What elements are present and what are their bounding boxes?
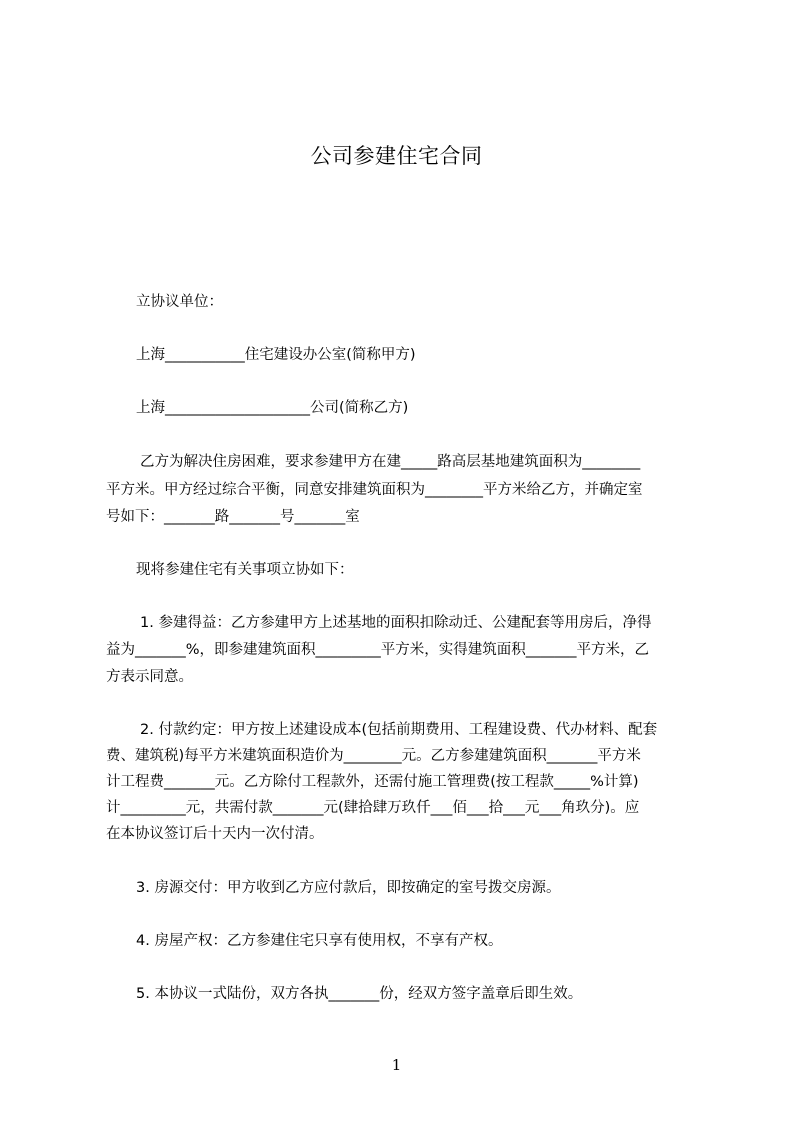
parties-heading: 立协议单位： [136, 294, 223, 310]
clause-2-line-4: 计_________元，共需付款_______元(肆拾肆万玖仟___佰___拾___元___角玖分)。应 [106, 800, 640, 816]
clause-2-line-1: 2. 付款约定：甲方按上述建设成本(包括前期费用、工程建设费、代办材料、配套 [140, 722, 658, 738]
clause-1-line-1: 1. 参建得益：乙方参建甲方上述基地的面积扣除动迁、公建配套等用房后，净得 [140, 615, 652, 631]
party-a-line: 上海___________住宅建设办公室(简称甲方) [136, 347, 416, 363]
clause-2-line-2: 费、建筑税)每平方米建筑面积造价为________元。乙方参建建筑面积_______平方米 [106, 748, 641, 764]
clause-2-line-3: 计工程费_______元。乙方除付工程款外，还需付施工管理费(按工程款_____%计算) [106, 774, 639, 790]
clause-1-line-3: 方表示同意。 [106, 669, 193, 685]
clause-5: 5. 本协议一式陆份，双方各执_______份，经双方签字盖章后即生效。 [136, 986, 583, 1002]
clause-2-line-5: 在本协议签订后十天内一次付清。 [106, 826, 324, 842]
party-b-line: 上海____________________公司(简称乙方) [136, 400, 409, 416]
intro-paragraph-line-3: 号如下：_______路_______号_______室 [106, 509, 360, 525]
document-title: 公司参建住宅合同 [310, 144, 483, 168]
clause-3: 3. 房源交付：甲方收到乙方应付款后，即按确定的室号拨交房源。 [136, 880, 561, 896]
page-number: 1 [391, 1056, 402, 1074]
clause-4: 4. 房屋产权：乙方参建住宅只享有使用权，不享有产权。 [136, 933, 503, 949]
terms-intro: 现将参建住宅有关事项立协如下： [136, 562, 354, 578]
intro-paragraph-line-2: 平方米。甲方经过综合平衡，同意安排建筑面积为________平方米给乙方，并确定室 [106, 482, 643, 498]
intro-paragraph-line-1: 乙方为解决住房困难，要求参建甲方在建_____路高层基地建筑面积为________ [140, 454, 641, 470]
clause-1-line-2: 益为_______%，即参建建筑面积_________平方米，实得建筑面积_______平方米，乙 [106, 642, 650, 658]
